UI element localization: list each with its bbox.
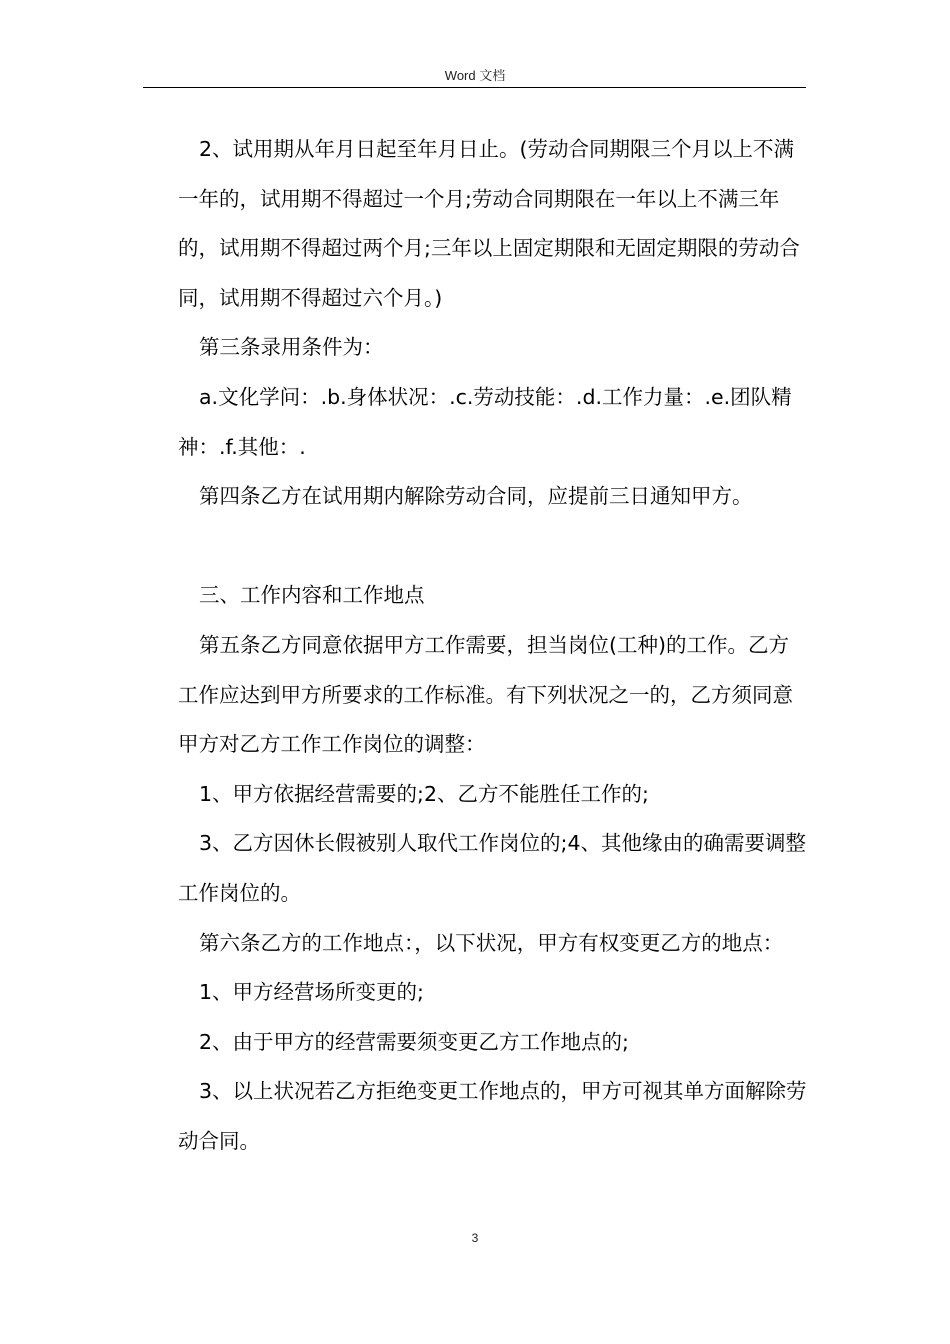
page-header-title: Word 文档 [444,68,506,83]
paragraph-article-6: 第六条乙方的工作地点：，以下状况，甲方有权变更乙方的地点： [199,930,784,955]
paragraph-gap [178,522,808,572]
paragraph-location-item-3: 3、以上状况若乙方拒绝变更工作地点的，甲方可视其单方面解除劳动合同。 [178,1079,807,1153]
paragraph-article-4: 第四条乙方在试用期内解除劳动合同，应提前三日通知甲方。 [199,484,753,509]
header-divider [143,87,806,88]
paragraph-article-3-heading: 第三条录用条件为： [199,335,384,360]
paragraph-article-5: 第五条乙方同意依据甲方工作需要，担当岗位(工种)的工作。乙方工作应达到甲方所要求的工作标准。有下列状况之一的，乙方须同意甲方对乙方工作工作岗位的调整： [178,632,793,757]
section-heading-work-content: 三、工作内容和工作地点 [199,583,425,608]
paragraph-location-item-1: 1、甲方经营场所变更的; [199,980,424,1005]
page-number: 3 [471,1231,479,1245]
paragraph-adjustment-items-1-2: 1、甲方依据经营需要的;2、乙方不能胜任工作的; [199,781,649,806]
paragraph-location-item-2: 2、由于甲方的经营需要须变更乙方工作地点的; [199,1029,629,1054]
paragraph-hiring-conditions: a.文化学问：.b.身体状况：.c.劳动技能：.d.工作力量：.e.团队精神：.f.其他：. [178,384,792,459]
paragraph-adjustment-items-3-4: 3、乙方因休长假被别人取代工作岗位的;4、其他缘由的确需要调整工作岗位的。 [178,831,806,905]
paragraph-probation-period: 2、试用期从年月日起至年月日止。(劳动合同期限三个月以上不满一年的，试用期不得超过一个月;劳动合同期限在一年以上不满三年的，试用期不得超过两个月;三年以上固定期限和无固定期限的劳动合同，试用期不得超过六个月。) [178,137,800,310]
document-body [178,125,808,1166]
